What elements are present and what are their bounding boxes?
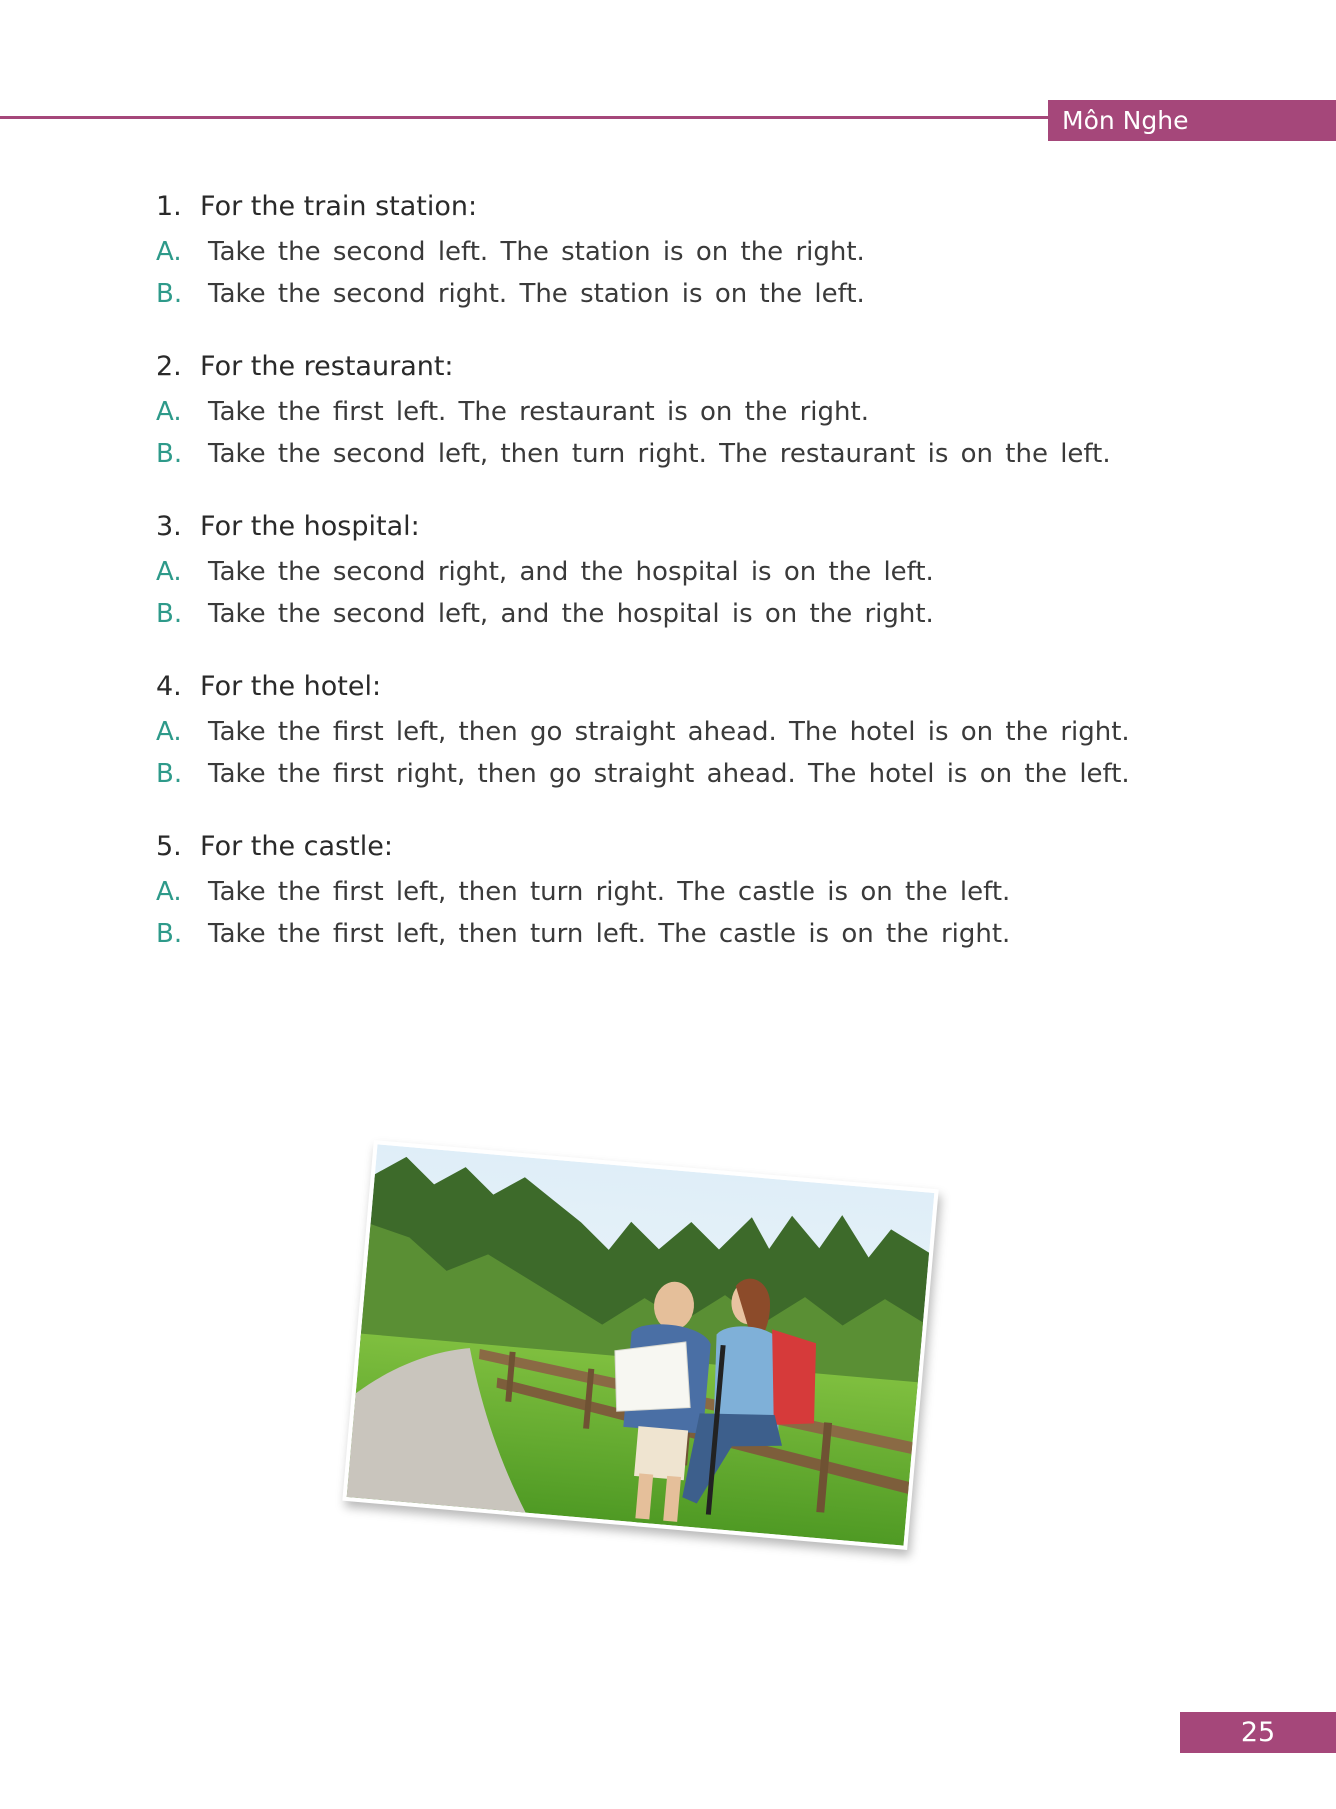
- option-text: Take the second right, and the hospital is on the left.: [208, 557, 934, 587]
- photo-illustration: [347, 1144, 935, 1545]
- question-number: 1.: [156, 191, 182, 222]
- option-b: [156, 273, 1156, 315]
- option-b: [156, 433, 1156, 475]
- option-b: [156, 593, 1156, 635]
- option-a: [156, 711, 1156, 753]
- option-text: Take the first left, then turn left. The castle is on the right.: [208, 919, 1011, 949]
- option-letter: B.: [156, 279, 183, 309]
- question-title: [156, 506, 1156, 548]
- option-a: [156, 871, 1156, 913]
- option-a: [156, 551, 1156, 593]
- header-divider: [0, 116, 1050, 119]
- question-number: 4.: [156, 671, 182, 702]
- option-letter: B.: [156, 439, 183, 469]
- option-letter: A.: [156, 397, 182, 427]
- question-5: [156, 826, 1156, 955]
- question-text: For the train station:: [200, 191, 478, 222]
- question-text: For the hospital:: [200, 511, 420, 542]
- question-number: 2.: [156, 351, 182, 382]
- option-letter: A.: [156, 557, 182, 587]
- question-number: 5.: [156, 831, 182, 862]
- option-text: Take the first left, then turn right. The castle is on the left.: [208, 877, 1011, 907]
- question-title: [156, 346, 1156, 388]
- option-b: [156, 913, 1156, 955]
- question-number: 3.: [156, 511, 182, 542]
- option-letter: B.: [156, 919, 183, 949]
- option-text: Take the second left. The station is on the right.: [208, 237, 865, 267]
- option-b: [156, 753, 1156, 795]
- question-4: [156, 666, 1156, 795]
- question-title: [156, 666, 1156, 708]
- option-letter: A.: [156, 717, 182, 747]
- option-letter: B.: [156, 759, 183, 789]
- option-text: Take the second right. The station is on the left.: [208, 279, 865, 309]
- option-letter: A.: [156, 237, 182, 267]
- option-a: [156, 391, 1156, 433]
- option-text: Take the second left, then turn right. The restaurant is on the left.: [208, 439, 1111, 469]
- option-text: Take the second left, and the hospital is on the right.: [208, 599, 934, 629]
- question-text: For the hotel:: [200, 671, 382, 702]
- option-text: Take the first left, then go straight ahead. The hotel is on the right.: [208, 717, 1130, 747]
- hikers-map-photo: [342, 1140, 938, 1550]
- question-title: [156, 186, 1156, 228]
- page-number: 25: [1180, 1712, 1336, 1753]
- question-2: [156, 346, 1156, 475]
- question-text: For the castle:: [200, 831, 393, 862]
- question-text: For the restaurant:: [200, 351, 454, 382]
- question-1: [156, 186, 1156, 315]
- option-text: Take the first right, then go straight ahead. The hotel is on the left.: [208, 759, 1130, 789]
- question-list: [156, 186, 1156, 986]
- option-text: Take the first left. The restaurant is on the right.: [208, 397, 869, 427]
- question-title: [156, 826, 1156, 868]
- question-3: [156, 506, 1156, 635]
- section-label: Môn Nghe: [1048, 100, 1336, 141]
- option-letter: A.: [156, 877, 182, 907]
- option-letter: B.: [156, 599, 183, 629]
- option-a: [156, 231, 1156, 273]
